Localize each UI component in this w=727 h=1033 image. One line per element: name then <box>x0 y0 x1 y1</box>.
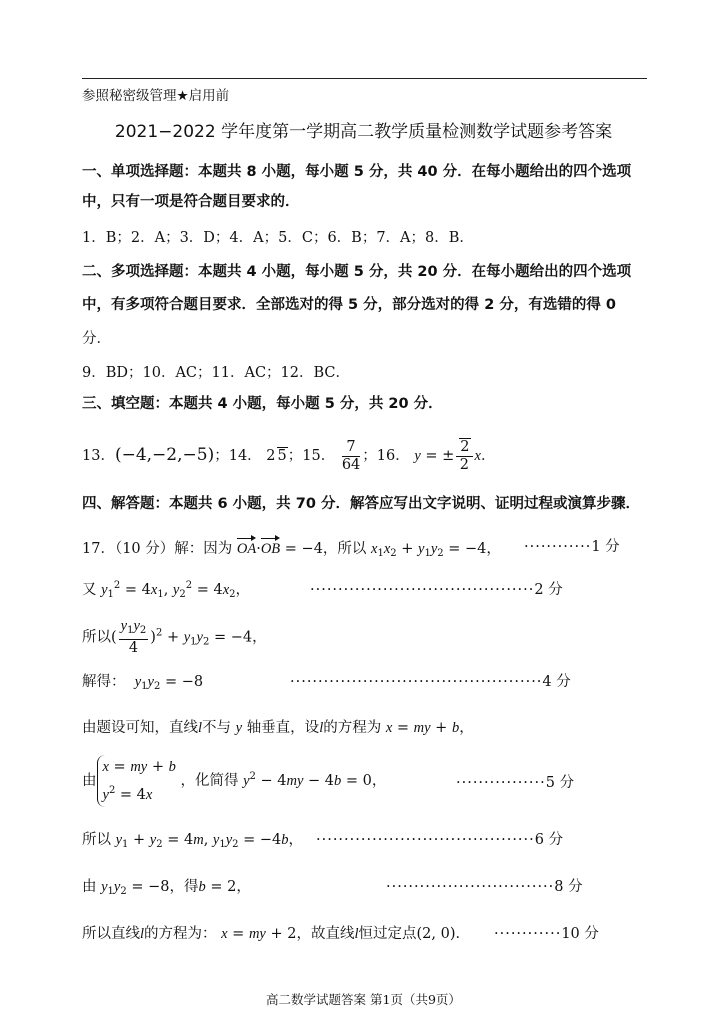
section2-heading-line1: 二、多项选择题：本题共 4 小题，每小题 5 分，共 20 分．在每小题给出的四个选项 <box>82 264 632 280</box>
page-footer: 高二数学试题答案 第1页（共9页） <box>266 992 461 1007</box>
section3-answers: 13．(−4,−2,−5)；14． 2 5；15． $\frac{7}{64}$ ；16． y = ± $\frac{2}{2}$ x． <box>82 438 496 473</box>
section2-heading-line2: 中，有多项符合题目要求．全部选对的得 5 分，部分选对的得 2 分，有选错的得 0 <box>82 297 617 313</box>
q17-score-4: ·············································4 分 <box>290 674 571 690</box>
q17-step2: 又 $y_1^2 = 4x_1$, $y_2^2 = 4x_2$， <box>82 580 251 600</box>
q17-score-2: ········································2 分 <box>310 582 563 598</box>
q17-step6: 由x = my + b $y^2 = 4x$ ，化简得 $y^2 - 4my - 4b = 0$， <box>82 755 386 807</box>
q17-step8: 由 $y_1y_2 = -8$，得b = 2， <box>82 879 251 897</box>
section3-heading: 三、填空题：本题共 4 小题，每小题 5 分，共 20 分． <box>82 396 443 412</box>
q17-score-10: ············10 分 <box>494 926 599 942</box>
section2-answers: 9．BD；10．AC；11．AC；12．BC． <box>82 365 351 381</box>
section1-heading-line1: 一、单项选择题：本题共 8 小题，每小题 5 分，共 40 分．在每小题给出的四个选项 <box>82 164 632 180</box>
q17-score-6: ·······································6 分 <box>316 832 564 848</box>
confidential-label: 参照秘密级管理★启用前 <box>82 88 230 104</box>
page-title: 2021−2022 学年度第一学期高二教学质量检测数学试题参考答案 <box>114 122 613 142</box>
q17-step5: 由题设可知，直线l不与 y 轴垂直，设l的方程为 x = my + b， <box>82 720 474 736</box>
q17-step9: 所以直线l的方程为： x = my + 2，故直线l恒过定点(2, 0)． <box>82 926 470 942</box>
q17-step4: 解得： $y_1y_2 = -8$ <box>82 674 204 692</box>
q17-step7: 所以 $y_1 + y_2 = 4m$, $y_1y_2 = -4b$， <box>82 832 304 850</box>
header-rule <box>82 78 647 79</box>
q17-step3: 所以( $\frac{y_1y_2}{4}$ )$^2 + y_1y_2 = -4$， <box>82 618 267 656</box>
q17-score-1: ············1 分 <box>524 539 620 555</box>
q17-score-8: ······························8 分 <box>386 879 583 895</box>
q17-step1: 17．（10 分）解：因为 OA·OB = −4，所以 $x_1x_2 + y_1y_2 = -4$， <box>82 535 501 559</box>
q17-score-5: ················5 分 <box>456 775 575 791</box>
section1-heading-line2: 中，只有一项是符合题目要求的． <box>82 194 300 210</box>
section4-heading: 四、解答题：本题共 6 小题，共 70 分．解答应写出文字说明、证明过程或演算步骤． <box>82 496 640 512</box>
section2-heading-line3: 分． <box>82 331 111 347</box>
section1-answers: 1．B；2．A；3．D；4．A；5．C；6．B；7．A；8．B． <box>82 230 474 246</box>
